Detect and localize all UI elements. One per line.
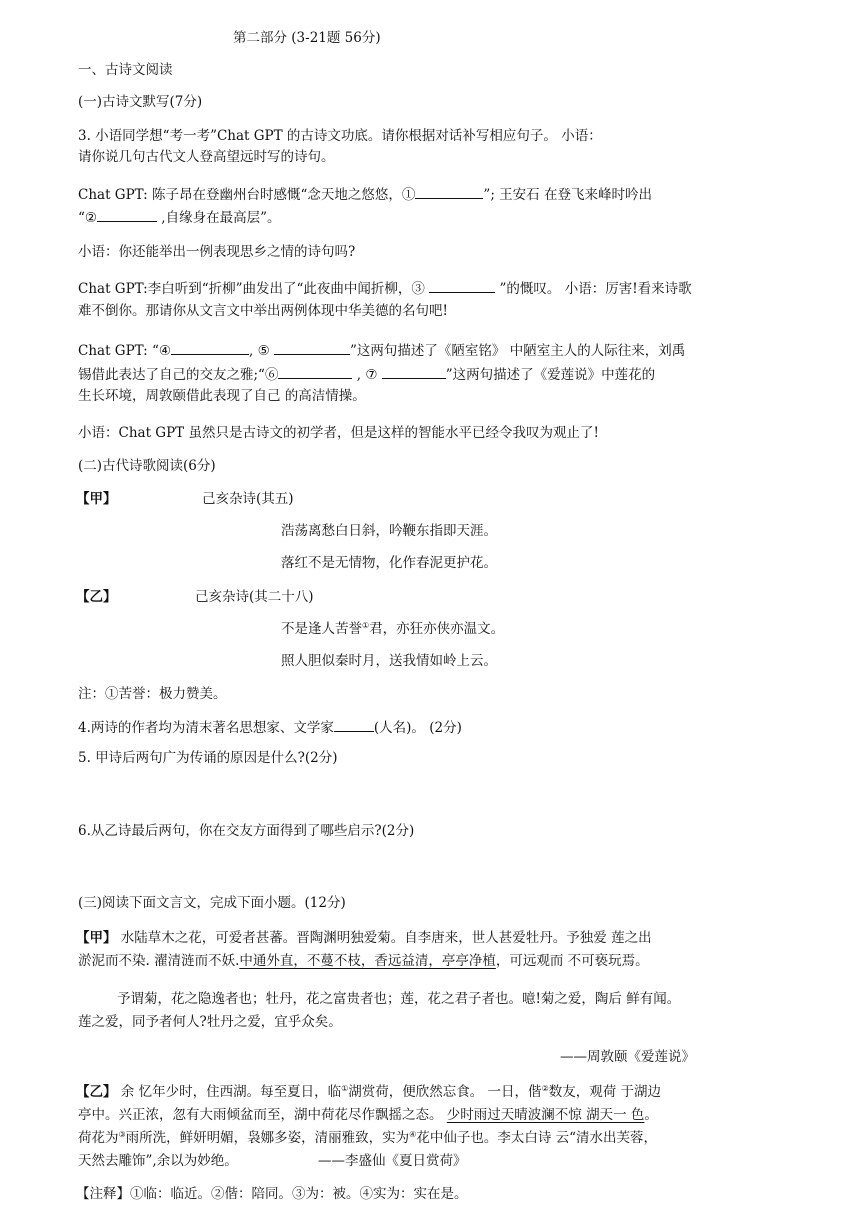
q4 xyxy=(78,716,462,738)
passage-source: ——李盛仙《夏日赏荷》 xyxy=(318,1153,467,1169)
q3-text: ,自缘身在最高层”。 xyxy=(157,210,281,226)
q6: 6.从乙诗最后两句，你在交友方面得到了哪些启示?(2分) xyxy=(78,823,415,839)
q3-line: 小语：你还能举出一例表现思乡之情的诗句吗? xyxy=(78,244,356,260)
answer-blank-2[interactable] xyxy=(97,206,157,222)
q3-text: ”这两句描述了《陋室铭》 中陋室主人的人际往来，刘禹 xyxy=(350,343,686,359)
wenyan-line xyxy=(78,951,649,971)
answer-blank-4[interactable] xyxy=(171,339,249,355)
poem-title: 己亥杂诗(其二十八) xyxy=(195,589,314,605)
q3-text: Chat GPT: 陈子昂在登幽州台时感慨“念天地之悠悠，① xyxy=(78,187,416,203)
wenyan-line: 莲之爱，同予者何人?牡丹之爱，宜乎众矣。 xyxy=(78,1014,342,1030)
passage-text: 水陆草木之花，可爱者甚蕃。晋陶渊明独爱菊。自李唐来，世人甚爱牡丹。予独爱 莲之出 xyxy=(116,930,652,946)
passage-text: 荷花为 xyxy=(78,1130,119,1146)
poem-line: 照人胆似秦时月，送我情如岭上云。 xyxy=(281,653,497,669)
passage-text: 天然去雕饰”,余以为妙绝。 xyxy=(78,1153,238,1169)
q5: 5. 甲诗后两句广为传诵的原因是什么?(2分) xyxy=(78,750,338,766)
q4-text: 4.两诗的作者均为清末著名思想家、文学家 xyxy=(78,720,334,736)
poem-note: 注：①苦誉：极力赞美。 xyxy=(78,686,227,702)
poem-text: 君，亦狂亦侠亦温文。 xyxy=(369,621,505,637)
q3-line: 生长环境，周敦颐借此表现了自己 的高洁情操。 xyxy=(78,388,366,404)
wenyan-line xyxy=(76,1082,661,1102)
q3-line: 请你说几句古代文人登高望远时写的诗句。 xyxy=(78,149,335,165)
q3-text: Chat GPT: “④ xyxy=(78,343,172,359)
wenyan-line: 予谓菊，花之隐逸者也；牡丹，花之富贵者也；莲，花之君子者也。噫!菊之爱，陶后 鲜有闻。 xyxy=(117,991,681,1007)
passage-source: ——周敦颐《爱莲说》 xyxy=(560,1049,695,1065)
q3-text: ”; 王安石 在登飞来峰时吟出 xyxy=(483,187,652,203)
poem-line xyxy=(281,619,504,639)
passage-text: 淤泥而不染. 濯清涟而不妖. xyxy=(78,953,240,969)
subsection-title: (二)古代诗歌阅读(6分) xyxy=(78,458,216,474)
q3-text: “② xyxy=(78,210,98,226)
passage-text: 。 xyxy=(644,1107,658,1123)
q3-line: 3. 小语同学想“考一考”Chat GPT 的古诗文功底。请你根据对话补写相应句子。 小语： xyxy=(78,128,602,144)
subsection-title: (三)阅读下面文言文，完成下面小题。(12分) xyxy=(78,895,346,911)
subsection-title: (一)古诗文默写(7分) xyxy=(78,94,203,110)
passage-text: 湖赏荷，便欣然忘食。 一日，偕 xyxy=(348,1084,542,1100)
q3-line xyxy=(78,339,685,361)
q3-text: , ⑤ xyxy=(249,343,275,359)
passage-text: ，可远观而 不可亵玩焉。 xyxy=(495,953,649,969)
poem-tag: 【乙】 xyxy=(76,589,117,605)
q3-line: 难不倒你。那请你从文言文中举出两例体现中华美德的名句吧! xyxy=(78,303,448,319)
section-title: 一、古诗文阅读 xyxy=(78,62,173,78)
passage-text: 数友，观荷 于湖边 xyxy=(548,1084,662,1100)
underlined-sentence: 中通外直，不蔓不枝，香远益清，亭亭净植 xyxy=(239,953,496,969)
poem-line: 浩荡离愁白日斜，吟鞭东指即天涯。 xyxy=(281,523,497,539)
passage-tag: 【乙】 xyxy=(76,1084,117,1100)
wenyan-line xyxy=(78,1151,238,1171)
underlined-sentence: 少时雨过天晴波澜不惊 湖天一 色 xyxy=(446,1107,645,1123)
q3-text: , ⑦ xyxy=(352,367,382,383)
footnote-marker: ④ xyxy=(409,1130,417,1139)
poem-title: 己亥杂诗(其五) xyxy=(202,491,294,507)
wenyan-line xyxy=(78,1128,657,1148)
q3-line: 小语：Chat GPT 虽然只是古诗文的初学者，但是这样的智能水平已经令我叹为观止了! xyxy=(78,425,599,441)
answer-blank-6[interactable] xyxy=(278,363,352,379)
footnotes: 【注释】①临：临近。②偕：陪同。③为：被。④实为：实在是。 xyxy=(76,1186,468,1202)
q4-text: (人名)。 (2分) xyxy=(373,720,462,736)
wenyan-line xyxy=(78,1105,658,1125)
passage-text: 余 忆年少时，住西湖。每至夏日，临 xyxy=(116,1084,342,1100)
footnote-marker: ① xyxy=(362,621,370,630)
answer-blank-5[interactable] xyxy=(274,339,350,355)
passage-text: 雨所洗，鲜妍明媚，袅娜多姿，清丽雅致，实为 xyxy=(125,1130,410,1146)
answer-blank-1[interactable] xyxy=(415,183,483,199)
footnote-marker: ① xyxy=(341,1084,349,1093)
q3-line xyxy=(78,183,652,205)
answer-blank-3[interactable] xyxy=(429,277,495,293)
passage-text: 亭中。兴正浓，忽有大雨倾盆而至，湖中荷花尽作飘摇之态。 xyxy=(78,1107,447,1123)
poem-tag: 【甲】 xyxy=(76,491,117,507)
q3-text: Chat GPT:李白听到“折柳”曲发出了“此夜曲中闻折柳，③ xyxy=(78,281,430,297)
q3-line xyxy=(78,277,692,299)
part-header: 第二部分 (3-21题 56分) xyxy=(233,30,381,46)
answer-blank-q4[interactable] xyxy=(334,716,374,732)
footnote-marker: ② xyxy=(541,1084,549,1093)
footnote-marker: ③ xyxy=(118,1130,126,1139)
q3-line xyxy=(78,206,281,228)
wenyan-line xyxy=(76,928,652,948)
q3-line xyxy=(78,363,655,385)
poem-text: 不是逢人苦誉 xyxy=(281,621,362,637)
answer-blank-7[interactable] xyxy=(382,363,446,379)
q3-text: ”的慨叹。 小语：厉害!看来诗歌 xyxy=(495,281,692,297)
passage-tag: 【甲】 xyxy=(76,930,117,946)
poem-line: 落红不是无情物，化作春泥更护花。 xyxy=(281,555,497,571)
passage-text: 花中仙子也。李太白诗 云“清水出芙蓉， xyxy=(416,1130,658,1146)
q3-text: 锡借此表达了自己的交友之雅;“⑥ xyxy=(78,367,279,383)
q3-text: ”这两句描述了《爱莲说》中莲花的 xyxy=(445,367,656,383)
